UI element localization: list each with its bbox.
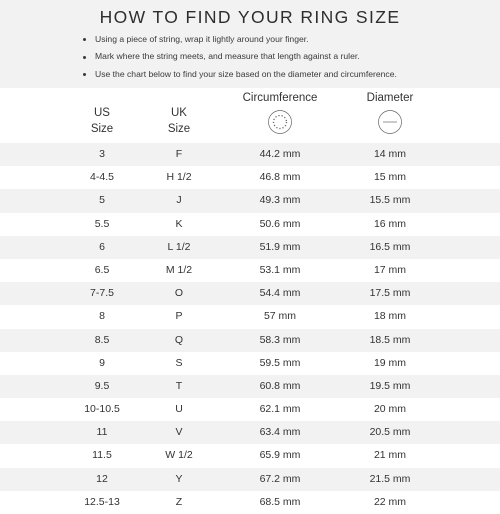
circumference-cell: 63.4 mm (259, 426, 301, 439)
us-size-cell: 8.5 (94, 333, 110, 346)
diameter-cell: 14 mm (373, 148, 407, 160)
uk-size-cell: Q (174, 333, 184, 346)
circumference-cell: 54.4 mm (259, 287, 301, 300)
us-size-cell: 10-10.5 (84, 403, 120, 416)
table-row (0, 491, 500, 514)
us-size-cell: 6.5 (94, 263, 110, 276)
table-row (0, 305, 500, 328)
uk-size-cell: L 1/2 (167, 240, 191, 253)
circumference-cell: 44.2 mm (259, 148, 301, 160)
diameter-cell: 18 mm (373, 310, 407, 323)
circumference-header: Circumference (242, 92, 318, 104)
uk-size-cell: U (175, 403, 183, 416)
table-row (0, 444, 500, 467)
circumference-cell: 59.5 mm (259, 356, 301, 369)
table-header (0, 88, 500, 143)
circumference-cell: 58.3 mm (259, 333, 301, 346)
circumference-cell: 65.9 mm (259, 449, 301, 462)
diameter-cell: 19 mm (373, 356, 407, 369)
instructions-list (82, 31, 397, 83)
table-row (0, 166, 500, 189)
us-size-cell: 9.5 (94, 379, 110, 392)
us-size-cell: 12 (96, 472, 108, 485)
instruction-item: Use the chart below to find your size based on the diameter and circumference. (82, 66, 397, 83)
uk-size-header-line2: Size (167, 123, 191, 135)
uk-size-header-line1: UK (171, 107, 187, 119)
table-row (0, 282, 500, 305)
us-size-cell: 5.5 (94, 217, 110, 230)
table-row (0, 375, 500, 398)
diameter-cell: 18.5 mm (369, 333, 411, 346)
size-table-body (0, 143, 500, 514)
circumference-cell: 53.1 mm (259, 263, 301, 276)
circumference-cell: 68.5 mm (259, 495, 301, 508)
uk-size-cell: K (175, 217, 183, 230)
diameter-header: Diameter (366, 92, 414, 104)
diameter-cell: 16.5 mm (369, 240, 411, 253)
us-size-cell: 3 (99, 148, 105, 160)
uk-size-cell: Y (175, 472, 183, 485)
uk-size-cell: F (175, 148, 183, 160)
diameter-cell: 19.5 mm (369, 379, 411, 392)
uk-size-cell: V (175, 426, 183, 439)
diameter-cell: 20.5 mm (369, 426, 411, 439)
circumference-cell: 60.8 mm (259, 379, 301, 392)
table-row (0, 398, 500, 421)
uk-size-header (139, 105, 219, 137)
us-size-cell: 11 (96, 426, 108, 439)
circumference-cell: 51.9 mm (259, 240, 301, 253)
table-row (0, 421, 500, 444)
instruction-item: Mark where the string meets, and measure that length against a ruler. (82, 48, 397, 65)
instructions-panel (0, 0, 500, 88)
circumference-cell: 62.1 mm (259, 403, 301, 416)
instruction-item: Using a piece of string, wrap it lightly around your finger. (82, 31, 397, 48)
diameter-cell: 20 mm (373, 403, 407, 416)
uk-size-cell: J (176, 194, 182, 207)
circumference-cell: 67.2 mm (259, 472, 301, 485)
table-row (0, 259, 500, 282)
us-size-header (62, 105, 142, 137)
us-size-cell: 8 (99, 310, 105, 323)
table-row (0, 352, 500, 375)
diameter-cell: 15 mm (373, 171, 407, 184)
page-title: HOW TO FIND YOUR RING SIZE (99, 7, 401, 27)
us-size-cell: 6 (99, 240, 105, 253)
uk-size-cell: S (175, 356, 183, 369)
table-row (0, 468, 500, 491)
us-size-cell: 9 (99, 356, 105, 369)
diameter-cell: 21 mm (373, 449, 407, 462)
uk-size-cell: M 1/2 (165, 263, 193, 276)
uk-size-cell: O (174, 287, 184, 300)
us-size-header-line2: Size (90, 123, 114, 135)
uk-size-cell: P (175, 310, 183, 323)
table-row (0, 236, 500, 259)
circumference-cell: 50.6 mm (259, 217, 301, 230)
circumference-cell: 46.8 mm (259, 171, 301, 184)
dotted-circle-icon (267, 109, 293, 140)
table-row (0, 143, 500, 166)
circle-with-diameter-line-icon (377, 109, 403, 140)
us-size-cell: 11.5 (92, 449, 112, 462)
diameter-cell: 21.5 mm (369, 472, 411, 485)
uk-size-cell: T (175, 379, 183, 392)
us-size-cell: 7-7.5 (90, 287, 114, 300)
diameter-cell: 17 mm (373, 263, 407, 276)
uk-size-cell: Z (175, 495, 183, 508)
us-size-cell: 5 (99, 194, 105, 207)
us-size-cell: 4-4.5 (90, 171, 114, 184)
table-row (0, 329, 500, 352)
diameter-cell: 22 mm (373, 495, 407, 508)
circumference-cell: 57 mm (263, 310, 297, 323)
uk-size-cell: H 1/2 (166, 171, 192, 184)
table-row (0, 213, 500, 236)
diameter-cell: 15.5 mm (369, 194, 411, 207)
diameter-cell: 17.5 mm (369, 287, 411, 300)
diameter-cell: 16 mm (373, 217, 407, 230)
us-size-header-line1: US (94, 107, 110, 119)
uk-size-cell: W 1/2 (165, 449, 193, 462)
table-row (0, 189, 500, 212)
circumference-cell: 49.3 mm (259, 194, 301, 207)
us-size-cell: 12.5-13 (84, 495, 120, 508)
